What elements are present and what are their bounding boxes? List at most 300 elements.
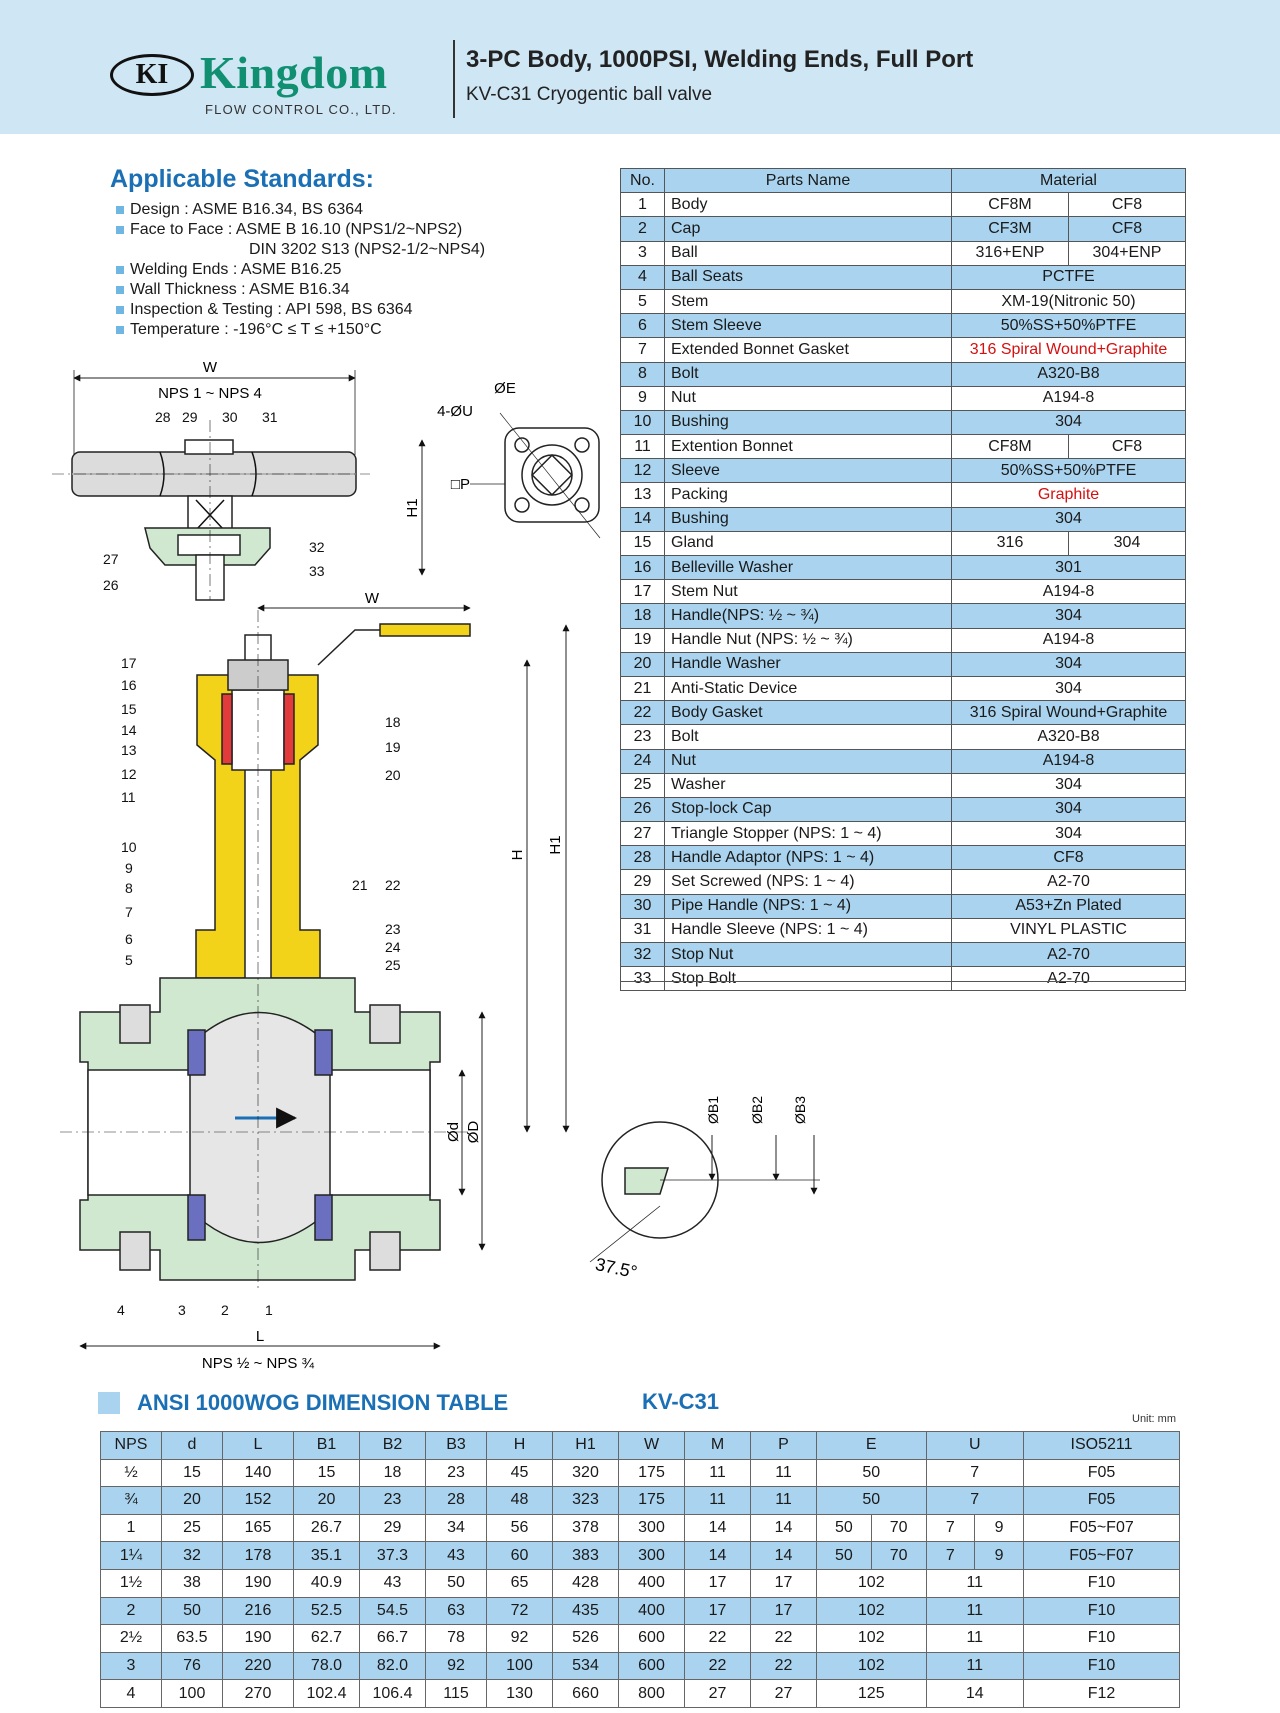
part-name: Stem Nut (665, 580, 952, 604)
dimension-cell-iso: F05 (1024, 1459, 1180, 1487)
callout-28: 28 (155, 409, 171, 425)
part-material: CF8 (952, 846, 1186, 870)
part-number: 4 (621, 265, 665, 289)
part-material: A2-70 (952, 870, 1186, 894)
dimension-row (101, 1459, 1180, 1487)
dimension-cell-b3: 23 (426, 1459, 487, 1487)
dimension-header-cell: U (926, 1432, 1024, 1460)
callout-7: 7 (125, 904, 133, 920)
dimension-cell-u: 7 (926, 1487, 1024, 1515)
dimension-cell-nps: ½ (101, 1459, 162, 1487)
dimension-cell-p: 11 (751, 1459, 817, 1487)
callout-6: 6 (125, 931, 133, 947)
page-title: 3-PC Body, 1000PSI, Welding Ends, Full Port (466, 46, 974, 73)
logo-name: Kingdom (200, 47, 388, 98)
dimension-cell-d: 76 (162, 1652, 223, 1680)
dimension-header-cell: B2 (360, 1432, 426, 1460)
dimension-cell-l: 178 (223, 1542, 294, 1570)
part-number: 24 (621, 749, 665, 773)
dimension-cell-b2: 82.0 (360, 1652, 426, 1680)
dimension-cell-iso: F10 (1024, 1569, 1180, 1597)
ob1-label: ØB1 (705, 1095, 721, 1125)
dimension-cell-m: 17 (685, 1569, 751, 1597)
dimension-cell-b1: 15 (294, 1459, 360, 1487)
dimension-row (101, 1487, 1180, 1515)
part-name: Handle Nut (NPS: ½ ~ ¾) (665, 628, 952, 652)
part-material: A53+Zn Plated (952, 894, 1186, 918)
dimension-cell-b1: 52.5 (294, 1597, 360, 1625)
dimension-cell-d: 25 (162, 1514, 223, 1542)
part-material: A320-B8 (952, 362, 1186, 386)
dimension-cell-h: 45 (487, 1459, 553, 1487)
dimension-cell-b2: 66.7 (360, 1625, 426, 1653)
dimension-cell-b3: 63 (426, 1597, 487, 1625)
dimension-cell-h1: 534 (553, 1652, 619, 1680)
part-number: 19 (621, 628, 665, 652)
callout-8: 8 (125, 880, 133, 896)
callout-3: 3 (178, 1302, 186, 1318)
dimension-cell-b3: 92 (426, 1652, 487, 1680)
part-name: Stop-lock Cap (665, 797, 952, 821)
dimension-cell-iso: F10 (1024, 1597, 1180, 1625)
dimension-cell-m: 22 (685, 1652, 751, 1680)
dimension-cell-b1: 62.7 (294, 1625, 360, 1653)
dimension-cell-d: 32 (162, 1542, 223, 1570)
dimension-cell-d: 100 (162, 1680, 223, 1708)
part-material: VINYL PLASTIC (952, 918, 1186, 942)
dimension-cell-h1: 323 (553, 1487, 619, 1515)
dimension-cell-h1: 383 (553, 1542, 619, 1570)
callout-24: 24 (385, 939, 401, 955)
ou-label: 4-ØU (437, 403, 473, 420)
part-material: A194-8 (952, 580, 1186, 604)
dimension-cell-h: 56 (487, 1514, 553, 1542)
dimension-header-cell: B3 (426, 1432, 487, 1460)
dimension-cell-l: 190 (223, 1569, 294, 1597)
dimension-cell-h: 72 (487, 1597, 553, 1625)
dimension-header-cell: M (685, 1432, 751, 1460)
callout-10: 10 (121, 839, 137, 855)
dimension-cell-u2: 9 (975, 1514, 1024, 1542)
part-name: Stop Nut (665, 943, 952, 967)
part-material: A194-8 (952, 386, 1186, 410)
h1-label-top: H1 (404, 498, 421, 518)
dimension-header-cell: P (751, 1432, 817, 1460)
standard-text: Wall Thickness : ASME B16.34 (130, 281, 350, 298)
callout-32: 32 (309, 539, 325, 555)
part-material: 304 (952, 604, 1186, 628)
callout-1: 1 (265, 1302, 273, 1318)
part-number: 2 (621, 217, 665, 241)
dimension-cell-u: 11 (926, 1625, 1024, 1653)
part-name: Handle Sleeve (NPS: 1 ~ 4) (665, 918, 952, 942)
dimension-body (101, 1459, 1180, 1707)
part-material: 316 Spiral Wound+Graphite (952, 338, 1186, 362)
dimension-cell-b3: 115 (426, 1680, 487, 1708)
dimension-cell-e: 50 (817, 1459, 927, 1487)
od-small-label: Ød (445, 1121, 462, 1143)
part-number: 18 (621, 604, 665, 628)
dimension-cell-d: 15 (162, 1459, 223, 1487)
part-number: 9 (621, 386, 665, 410)
dimension-table (100, 1431, 1180, 1708)
part-material: 301 (952, 556, 1186, 580)
dimension-cell-iso: F05~F07 (1024, 1542, 1180, 1570)
oe-label: ØE (494, 380, 516, 397)
weld-detail-view (590, 1122, 820, 1262)
part-number: 23 (621, 725, 665, 749)
dimension-header-cell: d (162, 1432, 223, 1460)
part-material: A2-70 (952, 943, 1186, 967)
dimension-row (101, 1597, 1180, 1625)
part-number: 17 (621, 580, 665, 604)
dimension-cell-w: 300 (619, 1514, 685, 1542)
standards-heading: Applicable Standards: (110, 165, 374, 193)
dimension-cell-p: 27 (751, 1680, 817, 1708)
dimension-cell-p: 17 (751, 1569, 817, 1597)
h-label: H (509, 849, 526, 861)
nps-range-top: NPS 1 ~ NPS 4 (158, 385, 262, 402)
part-number: 8 (621, 362, 665, 386)
part-number: 25 (621, 773, 665, 797)
dimension-cell-b1: 78.0 (294, 1652, 360, 1680)
dimension-cell-e: 125 (817, 1680, 927, 1708)
part-name: Ball Seats (665, 265, 952, 289)
part-name: Stem (665, 289, 952, 313)
part-number: 20 (621, 652, 665, 676)
callout-9: 9 (125, 860, 133, 876)
nps-range-bottom: NPS ½ ~ NPS ¾ (201, 1355, 315, 1372)
dimension-cell-p: 17 (751, 1597, 817, 1625)
dimension-cell-b2: 23 (360, 1487, 426, 1515)
part-name: Bushing (665, 507, 952, 531)
dimension-cell-p: 14 (751, 1514, 817, 1542)
dimension-cell-b3: 78 (426, 1625, 487, 1653)
part-number: 14 (621, 507, 665, 531)
part-material: A194-8 (952, 749, 1186, 773)
part-material: 304 (952, 507, 1186, 531)
part-number: 10 (621, 410, 665, 434)
dimension-cell-m: 11 (685, 1459, 751, 1487)
dimension-cell-b3: 50 (426, 1569, 487, 1597)
dimension-cell-e: 50 (817, 1542, 872, 1570)
part-name: Handle Washer (665, 652, 952, 676)
part-material: A194-8 (952, 628, 1186, 652)
dimension-cell-u: 11 (926, 1597, 1024, 1625)
part-name: Bolt (665, 362, 952, 386)
part-number: 11 (621, 435, 665, 459)
part-name: Triangle Stopper (NPS: 1 ~ 4) (665, 822, 952, 846)
flange-top-view (422, 413, 600, 575)
part-material: 304 (952, 773, 1186, 797)
part-material: 304 (952, 410, 1186, 434)
dimension-cell-p: 14 (751, 1542, 817, 1570)
dimension-cell-iso: F05~F07 (1024, 1514, 1180, 1542)
part-name: Stem Sleeve (665, 314, 952, 338)
dimension-cell-h: 48 (487, 1487, 553, 1515)
callout-19: 19 (385, 739, 401, 755)
dimension-cell-b2: 37.3 (360, 1542, 426, 1570)
ob2-label: ØB2 (749, 1095, 765, 1125)
part-name: Ball (665, 241, 952, 265)
dimension-row (101, 1680, 1180, 1708)
dimension-cell-b3: 43 (426, 1542, 487, 1570)
dimension-cell-u: 14 (926, 1680, 1024, 1708)
part-number: 12 (621, 459, 665, 483)
part-name: Body Gasket (665, 701, 952, 725)
callout-2: 2 (221, 1302, 229, 1318)
part-name: Sleeve (665, 459, 952, 483)
part-number: 7 (621, 338, 665, 362)
part-name: Bushing (665, 410, 952, 434)
callout-33: 33 (309, 563, 325, 579)
parts-header-name: Parts Name (665, 169, 952, 193)
dimension-cell-u2: 9 (975, 1542, 1024, 1570)
part-name: Gland (665, 531, 952, 555)
dimension-cell-e: 102 (817, 1569, 927, 1597)
part-material: 316 Spiral Wound+Graphite (952, 701, 1186, 725)
callout-14: 14 (121, 722, 137, 738)
dimension-cell-b1: 26.7 (294, 1514, 360, 1542)
dimension-cell-m: 22 (685, 1625, 751, 1653)
dimension-cell-b1: 35.1 (294, 1542, 360, 1570)
p-label: □P (450, 476, 470, 493)
dimension-header-cell: NPS (101, 1432, 162, 1460)
dimension-header-cell: ISO5211 (1024, 1432, 1180, 1460)
part-number: 5 (621, 289, 665, 313)
standard-continuation: DIN 3202 S13 (NPS2-1/2~NPS4) (249, 241, 486, 258)
angle-label: 37.5° (593, 1253, 639, 1283)
dimension-cell-d: 50 (162, 1597, 223, 1625)
part-name: Washer (665, 773, 952, 797)
dimension-cell-m: 17 (685, 1597, 751, 1625)
callout-13: 13 (121, 742, 137, 758)
dimension-row (101, 1625, 1180, 1653)
dimension-cell-u: 7 (926, 1459, 1024, 1487)
part-number: 15 (621, 531, 665, 555)
dimension-cell-w: 400 (619, 1569, 685, 1597)
part-number: 30 (621, 894, 665, 918)
part-number: 27 (621, 822, 665, 846)
od-large-label: ØD (465, 1120, 482, 1144)
parts-header-material: Material (952, 169, 1186, 193)
dimension-header-cell: W (619, 1432, 685, 1460)
dimension-cell-e2: 70 (871, 1514, 926, 1542)
callout-21: 21 (352, 877, 368, 893)
standard-text: Design : ASME B16.34, BS 6364 (130, 201, 364, 218)
parts-header-no: No. (621, 169, 665, 193)
dimension-cell-p: 22 (751, 1652, 817, 1680)
dimension-cell-h1: 526 (553, 1625, 619, 1653)
dimension-cell-d: 38 (162, 1569, 223, 1597)
dimension-cell-nps: 1 (101, 1514, 162, 1542)
dimension-cell-b1: 40.9 (294, 1569, 360, 1597)
part-material: Graphite (952, 483, 1186, 507)
dimension-cell-e: 102 (817, 1597, 927, 1625)
dimension-cell-w: 600 (619, 1652, 685, 1680)
part-number: 16 (621, 556, 665, 580)
callout-12: 12 (121, 766, 137, 782)
part-material: XM-19(Nitronic 50) (952, 289, 1186, 313)
dimension-cell-w: 400 (619, 1597, 685, 1625)
part-material: 50%SS+50%PTFE (952, 459, 1186, 483)
dimension-heading: ANSI 1000WOG DIMENSION TABLE (137, 1390, 509, 1415)
dimension-row (101, 1652, 1180, 1680)
l-label: L (255, 1328, 265, 1345)
logo-mark-text: KI (135, 59, 169, 90)
dimension-cell-iso: F10 (1024, 1625, 1180, 1653)
dimension-row (101, 1542, 1180, 1570)
dimension-header-cell: H (487, 1432, 553, 1460)
dimension-cell-l: 140 (223, 1459, 294, 1487)
dimension-heading-marker (98, 1392, 120, 1414)
dimension-cell-u: 7 (926, 1542, 975, 1570)
part-material-a: 316 (952, 531, 1069, 555)
dimension-cell-nps: 1¼ (101, 1542, 162, 1570)
callout-5: 5 (125, 952, 133, 968)
dimension-cell-b1: 102.4 (294, 1680, 360, 1708)
dimension-cell-w: 300 (619, 1542, 685, 1570)
dimension-cell-d: 20 (162, 1487, 223, 1515)
dimension-header-cell: L (223, 1432, 294, 1460)
standard-text: Welding Ends : ASME B16.25 (130, 261, 342, 278)
part-material-b: 304 (1068, 531, 1185, 555)
dimension-cell-b2: 18 (360, 1459, 426, 1487)
callout-22: 22 (385, 877, 401, 893)
part-material-b: CF8 (1068, 217, 1185, 241)
callout-18: 18 (385, 714, 401, 730)
part-number: 22 (621, 701, 665, 725)
dimension-header-cell: H1 (553, 1432, 619, 1460)
part-material: 304 (952, 676, 1186, 700)
part-name: Bolt (665, 725, 952, 749)
dimension-cell-nps: 1½ (101, 1569, 162, 1597)
part-name: Nut (665, 386, 952, 410)
part-material: 304 (952, 652, 1186, 676)
dimension-cell-h: 100 (487, 1652, 553, 1680)
part-material-b: CF8 (1068, 435, 1185, 459)
logo-subtitle: FLOW CONTROL CO., LTD. (205, 102, 397, 117)
dimension-cell-h1: 428 (553, 1569, 619, 1597)
dimension-cell-w: 175 (619, 1459, 685, 1487)
page-subtitle: KV-C31 Cryogentic ball valve (466, 84, 713, 105)
dimension-cell-b1: 20 (294, 1487, 360, 1515)
dimension-cell-h: 92 (487, 1625, 553, 1653)
dimension-cell-iso: F05 (1024, 1487, 1180, 1515)
dimension-header-cell: E (817, 1432, 927, 1460)
dimension-cell-b2: 29 (360, 1514, 426, 1542)
part-name: Cap (665, 217, 952, 241)
part-name: Packing (665, 483, 952, 507)
part-material: PCTFE (952, 265, 1186, 289)
dimension-cell-b2: 43 (360, 1569, 426, 1597)
dimension-cell-nps: 3 (101, 1652, 162, 1680)
dimension-cell-e: 50 (817, 1487, 927, 1515)
dimension-header-cell: B1 (294, 1432, 360, 1460)
dimension-cell-m: 14 (685, 1542, 751, 1570)
dimension-row (101, 1514, 1180, 1542)
callout-11: 11 (121, 789, 136, 805)
dimension-row (101, 1569, 1180, 1597)
callout-31: 31 (262, 409, 278, 425)
part-name: Extended Bonnet Gasket (665, 338, 952, 362)
part-material-b: 304+ENP (1068, 241, 1185, 265)
part-material-a: 316+ENP (952, 241, 1069, 265)
dimension-cell-l: 152 (223, 1487, 294, 1515)
part-number: 31 (621, 918, 665, 942)
callout-29: 29 (182, 409, 198, 425)
dimension-cell-l: 165 (223, 1514, 294, 1542)
part-number: 13 (621, 483, 665, 507)
part-name: Set Screwed (NPS: 1 ~ 4) (665, 870, 952, 894)
part-material: 50%SS+50%PTFE (952, 314, 1186, 338)
callout-30: 30 (222, 409, 238, 425)
dimension-cell-h1: 378 (553, 1514, 619, 1542)
dimension-cell-w: 600 (619, 1625, 685, 1653)
part-number: 29 (621, 870, 665, 894)
part-name: Stop Bolt (665, 967, 952, 991)
part-number: 3 (621, 241, 665, 265)
callout-23: 23 (385, 921, 401, 937)
dimension-cell-nps: 2 (101, 1597, 162, 1625)
part-name: Anti-Static Device (665, 676, 952, 700)
part-material-a: CF8M (952, 435, 1069, 459)
dimension-cell-l: 270 (223, 1680, 294, 1708)
part-number: 1 (621, 193, 665, 217)
part-material: 304 (952, 797, 1186, 821)
dimension-cell-b2: 106.4 (360, 1680, 426, 1708)
w-label-top: W (202, 359, 218, 376)
dimension-model: KV-C31 (642, 1389, 720, 1414)
part-number: 6 (621, 314, 665, 338)
part-number: 21 (621, 676, 665, 700)
part-name: Handle(NPS: ½ ~ ¾) (665, 604, 952, 628)
dimension-cell-u: 11 (926, 1569, 1024, 1597)
dimension-cell-iso: F10 (1024, 1652, 1180, 1680)
dimension-cell-h1: 660 (553, 1680, 619, 1708)
part-material: A2-70 (952, 967, 1186, 991)
part-name: Belleville Washer (665, 556, 952, 580)
standard-text: Inspection & Testing : API 598, BS 6364 (130, 301, 413, 318)
callout-25: 25 (385, 957, 401, 973)
dimension-cell-h1: 320 (553, 1459, 619, 1487)
dimension-cell-m: 14 (685, 1514, 751, 1542)
valve-section-view (60, 608, 566, 1346)
dimension-cell-h: 65 (487, 1569, 553, 1597)
dimension-cell-b2: 54.5 (360, 1597, 426, 1625)
dimension-cell-b3: 28 (426, 1487, 487, 1515)
part-number: 28 (621, 846, 665, 870)
callout-4: 4 (117, 1302, 125, 1318)
dimension-cell-h1: 435 (553, 1597, 619, 1625)
h1-label-main: H1 (547, 835, 564, 855)
callout-26: 26 (103, 577, 119, 593)
dimension-cell-nps: ¾ (101, 1487, 162, 1515)
dimension-cell-h: 60 (487, 1542, 553, 1570)
callout-17: 17 (121, 655, 137, 671)
dimension-cell-l: 216 (223, 1597, 294, 1625)
dimension-cell-m: 27 (685, 1680, 751, 1708)
dimension-cell-m: 11 (685, 1487, 751, 1515)
part-name: Extention Bonnet (665, 435, 952, 459)
dimension-cell-p: 22 (751, 1625, 817, 1653)
part-name: Body (665, 193, 952, 217)
part-name: Nut (665, 749, 952, 773)
dimension-cell-l: 220 (223, 1652, 294, 1680)
part-material-a: CF3M (952, 217, 1069, 241)
dimension-cell-nps: 4 (101, 1680, 162, 1708)
callout-27: 27 (103, 551, 119, 567)
